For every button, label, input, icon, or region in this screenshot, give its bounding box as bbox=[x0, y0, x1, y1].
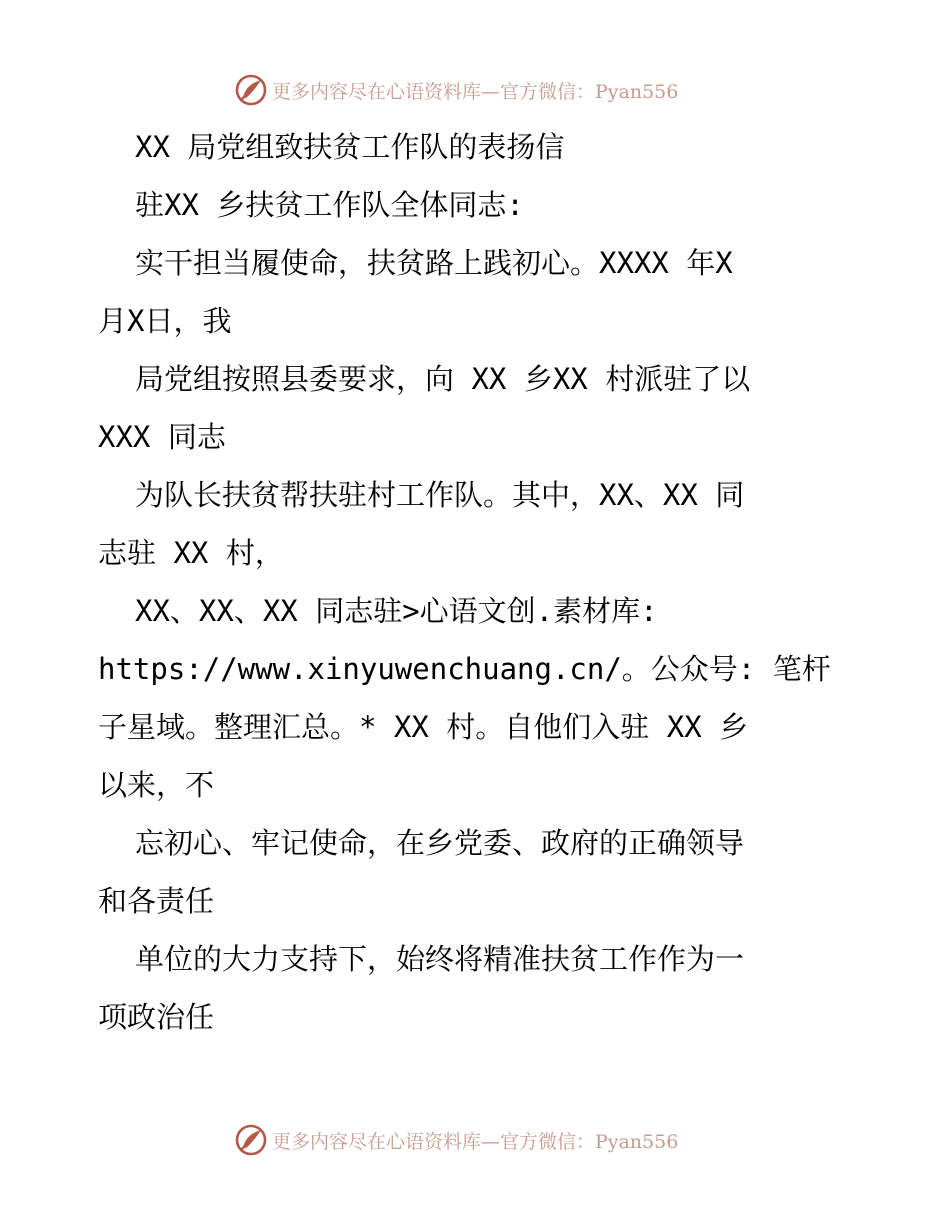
text-line: 和各责任 bbox=[98, 884, 215, 918]
text-line: 志驻 XX 村， bbox=[98, 536, 284, 570]
text-line: 局党组按照县委要求，向 XX 乡XX 村派驻了以 bbox=[135, 362, 751, 396]
footer-banner bbox=[234, 1122, 714, 1158]
letter-body bbox=[98, 118, 858, 1046]
text-line: 实干担当履使命，扶贫路上践初心。XXXX 年X bbox=[135, 246, 733, 280]
text-line: 忘初心、牢记使命，在乡党委、政府的正确领导 bbox=[135, 826, 745, 860]
text-line: 为队长扶贫帮扶驻村工作队。其中，XX、XX 同 bbox=[135, 478, 745, 512]
text-line: https://www.xinyuwenchuang.cn/。公众号: 笔杆 bbox=[98, 652, 831, 686]
text-line: 月X日，我 bbox=[98, 304, 232, 338]
text-line: 以来，不 bbox=[98, 768, 215, 802]
header-banner bbox=[234, 72, 714, 108]
text-line: XX、XX、XX 同志驻>心语文创.素材库: bbox=[135, 594, 658, 628]
text-line: XX 局党组致扶贫工作队的表扬信 bbox=[135, 130, 565, 164]
text-line: 子星域。整理汇总。* XX 村。自他们入驻 XX 乡 bbox=[98, 710, 749, 744]
footer-banner-text: 更多内容尽在心语资料库—官方微信：Pyan556 bbox=[272, 1130, 679, 1153]
text-line: XXX 同志 bbox=[98, 420, 226, 454]
text-line: 驻XX 乡扶贫工作队全体同志: bbox=[135, 188, 524, 222]
text-line: 项政治任 bbox=[98, 1000, 215, 1034]
brush-logo-icon bbox=[234, 73, 268, 107]
text-line: 单位的大力支持下，始终将精准扶贫工作作为一 bbox=[135, 942, 745, 976]
header-banner-text: 更多内容尽在心语资料库—官方微信：Pyan556 bbox=[272, 80, 679, 103]
brush-logo-icon bbox=[234, 1123, 268, 1157]
